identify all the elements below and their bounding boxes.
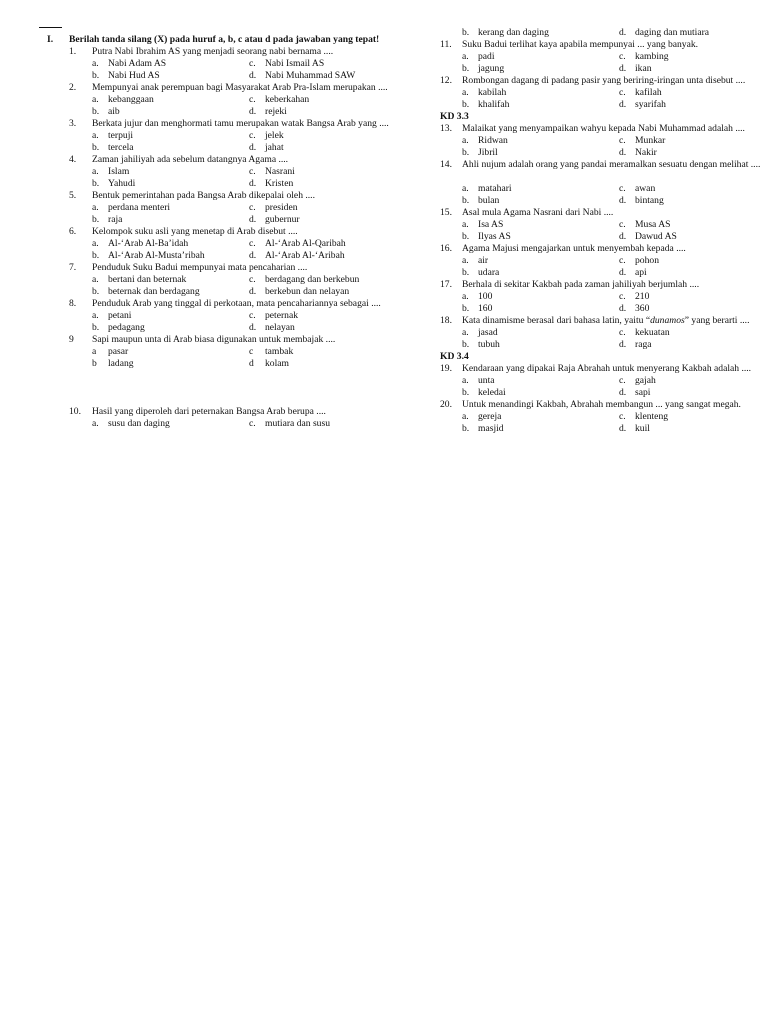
italic-term: dunamos [650,315,685,326]
option-letter: d. [619,27,627,38]
option-text: kebanggaan [108,94,154,105]
option-letter: a. [462,375,469,386]
option-text: Nasrani [265,166,295,177]
question-stem [440,207,760,219]
option-letter: b. [92,250,100,261]
option-text: Al-‘Arab Al-Ba’idah [108,238,189,249]
option-text: Al-‘Arab Al-Musta’ribah [108,250,205,261]
option-text: jahat [265,142,284,153]
text-part: ” yang berarti .... [684,315,750,326]
option-text: tambak [265,346,294,357]
option-row [440,387,760,399]
option-letter: c. [249,274,256,285]
spacer [47,370,427,406]
option-letter: a. [92,58,99,69]
question-text: Penduduk Suku Badui mempunyai mata pencaharian .... [92,262,308,273]
option-letter: c [249,346,254,357]
right-question-list-a [440,39,760,111]
option-row [47,142,427,154]
question-text: Asal mula Agama Nasrani dari Nabi .... [462,207,614,218]
option-text: mutiara dan susu [265,418,331,429]
option-text: Nabi Ismail AS [265,58,325,69]
question-stem [440,399,760,411]
question-text: Ahli nujum adalah orang yang pandai meramalkan sesuatu dengan melihat .... [462,159,761,170]
right-column [440,27,760,435]
left-column [47,34,427,430]
option-row [47,106,427,118]
option-text: Nabi Muhammad SAW [265,70,356,81]
option-text: kuil [635,423,650,434]
option-row [440,291,760,303]
question-number: 17. [440,279,452,290]
left-question-list [47,46,427,370]
question-text: Kendaraan yang dipakai Raja Abrahah untuk menyerang Kakbah adalah .... [462,363,752,374]
question-text: Putra Nabi Ibrahim AS yang menjadi seorang nabi bernama .... [92,46,334,57]
option-letter: b. [92,106,100,117]
option-row [440,183,760,195]
option-row [440,87,760,99]
question-number: 10. [69,406,81,417]
option-text: bulan [478,195,500,206]
option-text: daging dan mutiara [635,27,710,38]
question-stem [440,123,760,135]
option-text: udara [478,267,500,278]
question-number: 7. [69,262,77,273]
option-text: Dawud AS [635,231,677,242]
option-text: gubernur [265,214,300,225]
option-text: Yahudi [108,178,136,189]
option-text: berkebun dan nelayan [265,286,350,297]
option-text: pohon [635,255,659,266]
option-letter: d. [249,250,257,261]
option-letter: a. [92,238,99,249]
option-text: Jibril [478,147,498,158]
section-heading [47,34,427,46]
option-text: khalifah [478,99,510,110]
option-letter: d. [249,70,257,81]
option-letter: a. [462,411,469,422]
option-letter: b. [462,99,470,110]
option-row [47,130,427,142]
question-text: Mempunyai anak perempuan bagi Masyarakat Arab Pra-Islam merupakan .... [92,82,388,93]
option-text: air [478,255,489,266]
option-text: keberkahan [265,94,310,105]
option-text: bertani dan beternak [108,274,187,285]
question-number: 15. [440,207,452,218]
option-text: berdagang dan berkebun [265,274,360,285]
question-text: Kelompok suku asli yang menetap di Arab disebut .... [92,226,298,237]
question-stem [440,75,760,87]
option-letter: b. [462,147,470,158]
option-text: unta [478,375,495,386]
text-part: Kata dinamisme berasal dari bahasa latin, yaitu “ [462,315,651,326]
option-letter: c. [619,327,626,338]
option-text: tubuh [478,339,500,350]
question-text: Agama Majusi mengajarkan untuk menyembah kepada .... [462,243,686,254]
option-text: petani [108,310,132,321]
option-letter: b. [462,423,470,434]
option-row [440,147,760,159]
option-letter: b. [92,214,100,225]
option-text: Ilyas AS [478,231,511,242]
option-row [47,358,427,370]
question-text: Zaman jahiliyah ada sebelum datangnya Agama .... [92,154,289,165]
question-number: 5. [69,190,77,201]
option-letter: d [249,358,254,369]
option-letter: d. [249,286,257,297]
option-letter: a. [462,51,469,62]
option-letter: c. [249,94,256,105]
option-letter: d. [619,195,627,206]
question-text [462,315,749,327]
question-text: Suku Badui terlihat kaya apabila mempunyai ... yang banyak. [462,39,699,50]
option-letter: a. [462,219,469,230]
question-stem [47,226,427,238]
option-text: Nabi Adam AS [108,58,167,69]
option-letter: d. [619,303,627,314]
option-text: 210 [635,291,650,302]
option-text: terpuji [108,130,134,141]
option-letter: d. [249,322,257,333]
question-stem [440,315,760,327]
option-row [47,346,427,358]
option-letter: b. [462,27,470,38]
option-text: syarifah [635,99,666,110]
option-text: Ridwan [478,135,508,146]
option-row [47,286,427,298]
question-text: Berhala di sekitar Kakbah pada zaman jahiliyah berjumlah .... [462,279,700,290]
option-letter: b. [92,178,100,189]
option-letter: a. [92,166,99,177]
question-stem [47,46,427,58]
question-number: 8. [69,298,77,309]
option-text: kafilah [635,87,662,98]
option-letter: a. [92,94,99,105]
option-text: kekuatan [635,327,670,338]
question-stem [47,298,427,310]
option-letter: b. [462,63,470,74]
option-text: perdana menteri [108,202,171,213]
blank-gap [440,171,760,183]
question-number: 4. [69,154,77,165]
option-text: Kristen [265,178,294,189]
option-text: 360 [635,303,650,314]
question-number: 6. [69,226,77,237]
option-row [440,255,760,267]
option-row [47,58,427,70]
option-text: peternak [265,310,299,321]
option-letter: a. [462,135,469,146]
option-letter: b. [462,231,470,242]
option-text: keledai [478,387,506,398]
option-row [47,274,427,286]
option-letter: a. [462,255,469,266]
option-letter: d. [619,339,627,350]
option-text: kerang dan daging [478,27,549,38]
question-18 [440,315,760,351]
option-text: Munkar [635,135,666,146]
option-row [47,94,427,106]
option-letter: b. [462,267,470,278]
option-row [47,418,427,430]
option-text: jelek [265,130,284,141]
option-letter: c. [249,166,256,177]
option-text: tercela [108,142,134,153]
option-row [440,51,760,63]
option-row [440,135,760,147]
question-text: Penduduk Arab yang tinggal di perkotaan, mata pencahariannya sebagai .... [92,298,381,309]
option-row [47,202,427,214]
option-text: presiden [265,202,298,213]
question-text: Untuk menandingi Kakbah, Abrahah membangun ... yang sangat megah. [462,399,741,410]
option-row [440,339,760,351]
option-text: Nabi Hud AS [108,70,160,81]
option-row [440,195,760,207]
option-letter: b. [462,303,470,314]
right-question-list-d [440,363,760,435]
option-letter: c. [249,310,256,321]
question-number: 12. [440,75,452,86]
option-letter: c. [249,58,256,69]
question-stem [440,279,760,291]
option-text: matahari [478,183,512,194]
option-text: gajah [635,375,656,386]
option-text: Nakir [635,147,657,158]
option-letter: c. [619,219,626,230]
option-text: Al-‘Arab Al-Qaribah [265,238,346,249]
option-row [47,214,427,226]
option-row [47,166,427,178]
option-letter: c. [619,411,626,422]
option-row [47,250,427,262]
section-instruction: Berilah tanda silang (X) pada huruf a, b, c atau d pada jawaban yang tepat! [69,34,380,45]
option-text: 100 [478,291,493,302]
option-text: kambing [635,51,669,62]
option-text: Islam [108,166,130,177]
option-letter: c. [249,202,256,213]
question-number: 18. [440,315,452,326]
option-text: masjid [478,423,504,434]
option-row [47,238,427,250]
option-text: rejeki [265,106,287,117]
option-letter: d. [619,147,627,158]
option-letter: c. [619,375,626,386]
option-text: gereja [478,411,502,422]
option-letter: a. [92,418,99,429]
option-letter: b. [92,286,100,297]
option-text: jasad [478,327,498,338]
option-text: Musa AS [635,219,671,230]
option-row [440,99,760,111]
option-text: Al-‘Arab Al-‘Aribah [265,250,345,261]
question-number: 16. [440,243,452,254]
option-letter: d. [249,214,257,225]
question-text: Berkata jujur dan menghormati tamu merupakan watak Bangsa Arab yang .... [92,118,389,129]
kd-3-4-heading: KD 3.4 [440,351,469,362]
option-letter: c. [619,135,626,146]
question-stem [47,262,427,274]
question-stem [47,154,427,166]
option-letter: b. [92,322,100,333]
option-letter: c. [619,255,626,266]
option-text: padi [478,51,495,62]
option-row [440,231,760,243]
option-text: pasar [108,346,129,357]
option-letter: b [92,358,97,369]
question-number: 13. [440,123,452,134]
option-letter: b. [462,387,470,398]
question-number: 14. [440,159,452,170]
right-question-list-b [440,123,760,159]
question-stem [47,190,427,202]
option-letter: d. [249,178,257,189]
question-14 [440,159,760,207]
option-row [47,322,427,334]
option-letter: a. [462,87,469,98]
option-text: sapi [635,387,651,398]
option-row [47,70,427,82]
option-letter: d. [249,106,257,117]
option-text: raga [635,339,652,350]
question-number: 11. [440,39,452,50]
question-text: Bentuk pemerintahan pada Bangsa Arab dikepalai oleh .... [92,190,315,201]
option-row [440,27,760,39]
option-text: ikan [635,63,652,74]
option-letter: a. [92,310,99,321]
option-letter: a. [92,130,99,141]
option-row [440,63,760,75]
option-text: susu dan daging [108,418,170,429]
option-letter: a. [92,202,99,213]
right-question-list-c [440,207,760,315]
question-text: Sapi maupun unta di Arab biasa digunakan untuk membajak .... [92,334,336,345]
option-letter: a [92,346,97,357]
option-text: bintang [635,195,664,206]
option-letter: a. [462,291,469,302]
question-number: 9 [69,334,74,345]
option-row [47,178,427,190]
question-10-continued [440,27,760,39]
option-letter: a. [462,183,469,194]
question-stem [47,82,427,94]
question-stem [440,39,760,51]
option-text: pedagang [108,322,145,333]
option-text: raja [108,214,123,225]
option-text: klenteng [635,411,669,422]
question-number: 2. [69,82,77,93]
option-text: nelayan [265,322,295,333]
option-letter: d. [619,423,627,434]
option-letter: c. [619,51,626,62]
question-text: Rombongan dagang di padang pasir yang beriring-iringan unta disebut .... [462,75,746,86]
question-text: Hasil yang diperoleh dari peternakan Bangsa Arab berupa .... [92,406,326,417]
option-letter: a. [462,327,469,338]
question-stem [47,118,427,130]
question-number: 19. [440,363,452,374]
option-letter: d. [249,142,257,153]
question-number: 20. [440,399,452,410]
option-letter: c. [249,130,256,141]
option-row [440,327,760,339]
option-letter: d. [619,63,627,74]
kd-3-3-heading: KD 3.3 [440,111,469,122]
option-row [440,411,760,423]
option-letter: d. [619,267,627,278]
option-text: awan [635,183,656,194]
section-number: I. [47,34,54,45]
question-10 [47,406,427,430]
option-letter: c. [619,183,626,194]
option-letter: b. [92,142,100,153]
option-letter: c. [249,238,256,249]
option-row [440,219,760,231]
option-text: api [635,267,647,278]
question-stem [47,406,427,418]
question-stem [440,363,760,375]
question-stem [440,159,760,171]
option-text: aib [108,106,120,117]
header-rule [39,27,62,28]
question-number: 3. [69,118,77,129]
option-letter: d. [619,387,627,398]
option-text: jagung [478,63,505,74]
option-letter: b. [462,339,470,350]
question-number: 1. [69,46,77,57]
question-text: Malaikat yang menyampaikan wahyu kepada Nabi Muhammad adalah .... [462,123,745,134]
option-letter: c. [619,87,626,98]
question-stem [440,243,760,255]
option-row [440,267,760,279]
option-text: kabilah [478,87,507,98]
option-text: kolam [265,358,289,369]
option-row [47,310,427,322]
option-letter: b. [462,195,470,206]
option-letter: b. [92,70,100,81]
option-letter: d. [619,99,627,110]
option-letter: d. [619,231,627,242]
question-stem [47,334,427,346]
option-letter: c. [619,291,626,302]
option-letter: a. [92,274,99,285]
option-row [440,423,760,435]
option-text: 160 [478,303,493,314]
option-text: ladang [108,358,134,369]
option-row [440,375,760,387]
option-letter: c. [249,418,256,429]
option-text: beternak dan berdagang [108,286,200,297]
option-row [440,303,760,315]
option-text: Isa AS [478,219,504,230]
